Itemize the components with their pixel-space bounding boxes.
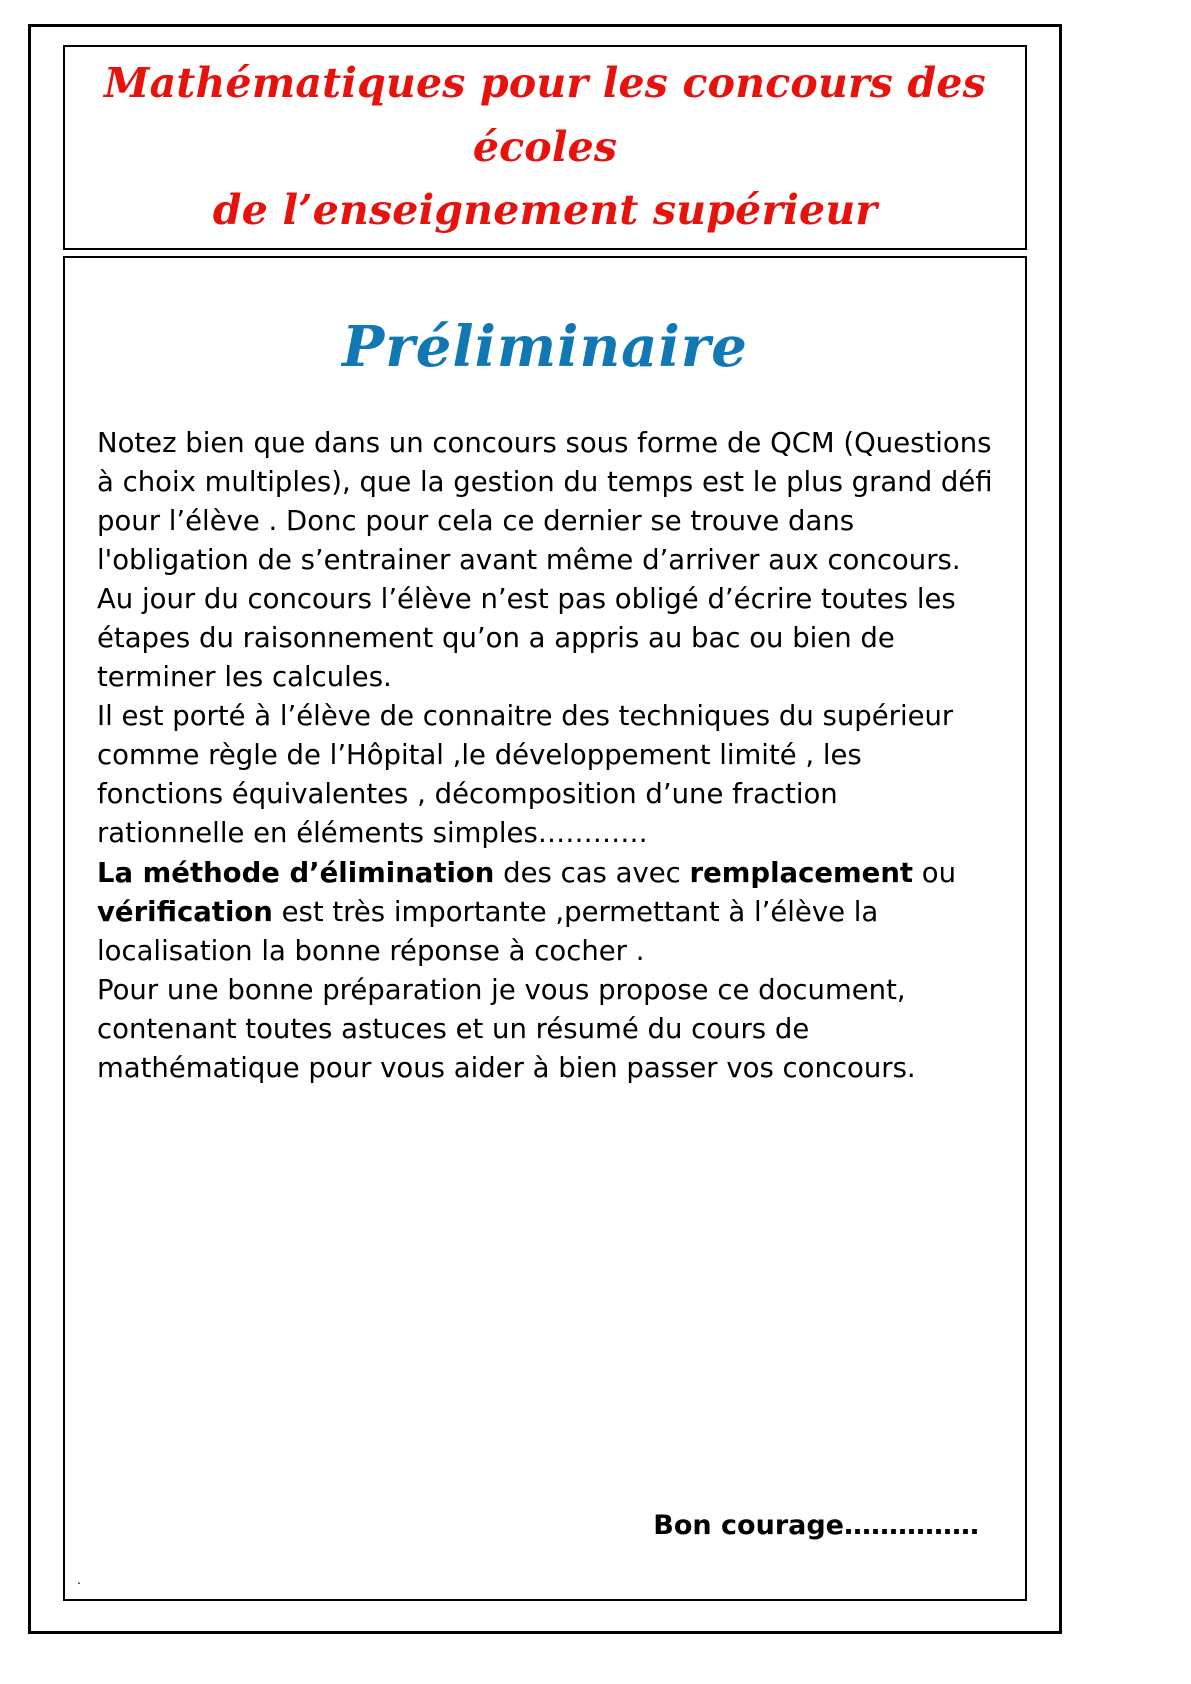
paragraph-final: Pour une bonne préparation je vous propose ce document, contenant toutes astuces et un résumé du cours de mathématique pour vous aider à bien passer vos concours.: [97, 973, 916, 1084]
emphasis-mid-2: ou: [913, 856, 957, 889]
preliminary-text: [97, 424, 993, 1088]
page-title-line-1: Mathématiques pour les concours des écoles: [104, 59, 986, 171]
paragraph-3: Il est porté à l’élève de connaitre des techniques du supérieur comme règle de l’Hôpital ,le développement limité , les fonctions équivalentes , décomposition d’une fraction rationnelle en éléments simples…………: [97, 700, 954, 850]
paragraph-1: Notez bien que dans un concours sous forme de QCM (Questions à choix multiples), que la gestion du temps est le plus grand défi pour l’élève . Donc pour cela ce dernier se trouve dans l'obligation de s’entrainer avant même d’arriver aux concours.: [97, 427, 993, 577]
paragraph-2: Au jour du concours l’élève n’est pas obligé d’écrire toutes les étapes du raisonnement qu’on a appris au bac ou bien de terminer les calcules.: [97, 583, 956, 694]
emphasis-tail: est très importante ,permettant à l’élève la localisation la bonne réponse à cocher .: [97, 895, 879, 967]
page-title: [65, 52, 1025, 243]
page-title-line-2: de l’enseignement supérieur: [212, 186, 878, 235]
emphasis-mid-1: des cas avec: [494, 856, 690, 889]
closing-text: Bon courage: [653, 1510, 844, 1541]
closing-dots: ……………: [844, 1510, 979, 1541]
footer-mark: .: [77, 1571, 81, 1587]
emphasis-bold-3: vérification: [97, 895, 273, 928]
closing-note: [653, 1510, 979, 1541]
document-page: [28, 24, 1062, 1634]
section-heading: Préliminaire: [342, 314, 748, 380]
emphasis-bold-2: remplacement: [689, 856, 914, 889]
emphasis-bold-1: La méthode d’élimination: [97, 856, 495, 889]
title-box: [63, 45, 1027, 250]
paragraph-emphasis: [97, 854, 993, 971]
content-box: [63, 256, 1027, 1601]
